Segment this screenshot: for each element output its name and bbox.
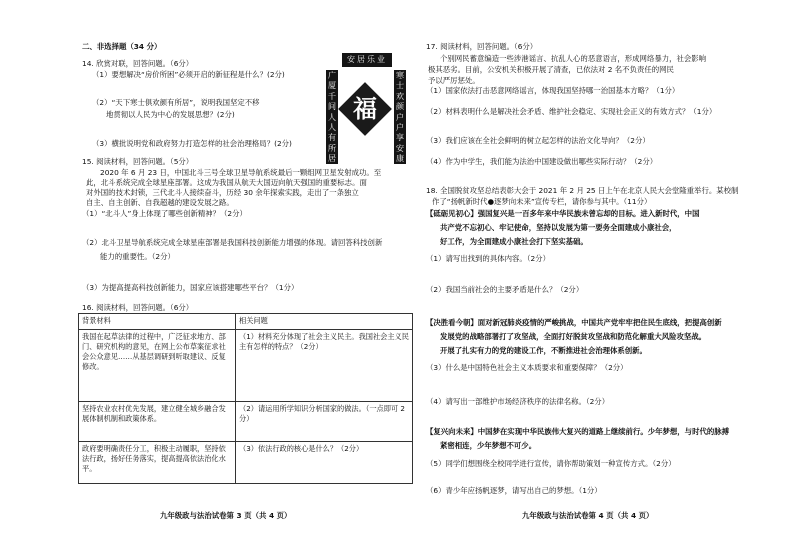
- q17-para-1: 个别网民蓄意编造一些涉港谣言、抗乱人心的恶意语言，形成网络暴力，社会影响: [440, 54, 707, 63]
- q17-sub3: （3）我们应该在全社会鲜明的树立起怎样的法治文化导向？（2分）: [426, 136, 650, 145]
- q16-row2-material: 坚持农业农村优先发展，建立健全城乡融合发展体制机制和政策体系。: [79, 402, 236, 442]
- q18-block2-line3: 开展了扎实有力的党的建设工作，不断推进社会治理体系创新。: [440, 346, 647, 355]
- q16-row3-question: （3）依法行政的核心是什么？（2分）: [236, 442, 413, 484]
- q16-row2-question: （2）请运用所学知识分析国家的做法。（一点即可 2 分）: [236, 402, 413, 442]
- q15-heading: 15. 阅读材料，回答问题。（5分）: [82, 157, 194, 166]
- q15-sub1: （1）“北斗人”身上体现了哪些创新精神？（2分）: [82, 209, 247, 218]
- q15-para-4: 自主、自主创新、自我超越的建设发展之路。: [86, 198, 234, 207]
- q15-para-2: 此，北斗系统完成全球星座部署。这成为我国从航天大国迈向航天强国的重要标志。面: [86, 178, 367, 187]
- q18-sub4: （4）请写出一部维护市场经济秩序的法律名称。（2分）: [426, 397, 610, 406]
- q15-sub2-line2: 能力的重要性。（2分）: [100, 252, 175, 261]
- q18-sub3: （3）什么是中国特色社会主义本质要求和重要保障？（2分）: [426, 363, 628, 372]
- q17-para-3: 予以严厉惩处。: [428, 76, 480, 85]
- q18-block3-line1: 【复兴向未来】中国梦在实现中华民族伟大复兴的道路上继续前行。少年梦想，与时代的脉搏: [426, 427, 730, 436]
- q16-table: [78, 313, 413, 484]
- q14-sub3: （3）横批说明党和政府努力打造怎样的社会治理格局？(2分): [92, 139, 292, 148]
- q17-sub4: （4）作为中学生，我们能为法治中国建设做出哪些实际行动？（2分）: [426, 157, 658, 166]
- couplet-left-scroll: 广厦千间人人有所居: [327, 70, 337, 164]
- q16-col-header-material: 背景材料: [79, 314, 236, 330]
- fu-character: 福: [353, 94, 377, 123]
- q16-row3-material: 政府要明确责任分工，积极主动履职，坚持依法行政，扬好任务落实，提高提高依法治化水平。: [79, 442, 236, 484]
- q18-sub6: （6）青少年应扬帆逐梦，请写出自己的梦想。（1分）: [426, 486, 602, 495]
- q18-heading-line2: 作了“扬帆新时代●逐梦向未来”宣传专栏，请你参与其中。（11分）: [432, 197, 652, 206]
- q17-sub1: （1）国家依法打击恶意网络谣言，体现我国坚持哪一治国基本方略？（1分）: [426, 86, 680, 95]
- q18-heading-line1: 18. 全国脱贫攻坚总结表彰大会于 2021 年 2 月 25 日上午在北京人民大会堂隆重举行。某校制: [426, 186, 739, 195]
- q17-para-2: 极其恶劣。目前，公安机关积极开展了清查，已依法对 2 名不负责任的网民: [428, 65, 674, 74]
- q18-block2-line2: 发展党的战略部署打了攻坚战，全面打好脱贫攻坚战和防范化解重大风险攻坚战。: [440, 332, 707, 341]
- q16-col-header-question: 相关问题: [236, 314, 413, 330]
- q16-row1-question: （1）材料充分体现了社会主义民主。我国社会主义民主有怎样的特点？（2分）: [236, 330, 413, 402]
- q18-block1-line3: 好工作，为全面建成小康社会打下坚实基础。: [440, 237, 588, 246]
- q15-sub3: （3）为提高提高科技创新能力，国家应该搭建哪些平台？（1分）: [82, 283, 299, 292]
- q18-block2-line1: 【决胜看今朝】面对新冠肺炎疫情的严峻挑战，中国共产党牢牢把住民生底线，把提高创新: [426, 318, 722, 327]
- q16-row1-material: 我国在起草法律的过程中，广泛征求地方、部门、研究机构的意见，在网上公布草案征求社会公众意见……从基层调研到听取建议、反复修改。: [79, 330, 236, 402]
- q14-heading: 14. 欣赏对联，回答问题。（6分）: [82, 59, 194, 68]
- q17-heading: 17. 阅读材料，回答问题。（6分）: [426, 42, 538, 51]
- couplet-right-scroll: 寒士欢颜户户享安康: [395, 70, 405, 164]
- couplet-image: [322, 50, 410, 166]
- q18-block1-line1: 【砥砺见初心】强国复兴是一百多年来中华民族未曾忘却的目标。进入新时代，中国: [426, 209, 700, 218]
- left-page-footer: 九年级政与法治试卷第 3 页（共 4 页）: [160, 511, 292, 520]
- q18-block1-line2: 共产党不忘初心、牢记使命，坚持以发展为第一要务全面建成小康社会，: [440, 223, 677, 232]
- q18-sub1: （1）请写出找到的具体内容。（2分）: [426, 254, 550, 263]
- q18-sub2: （2）我国当前社会的主要矛盾是什么？（2分）: [426, 285, 584, 294]
- q17-sub2: （2）材料表明什么是解决社会矛盾、维护社会稳定、实现社会正义的有效方式？（1分）: [426, 107, 717, 116]
- q15-para-1: 2020 年 6 月 23 日，中国北斗三号全球卫星导航系统最后一颗组网卫星发射成功。至: [100, 168, 382, 177]
- q14-sub2-line1: （2）“天下寒士俱欢颜有所居”，说明我国坚定不移: [92, 98, 260, 107]
- q18-block3-line2: 紧密相连，少年梦想不可少。: [440, 441, 537, 450]
- section-heading: 二、非选择题（34 分）: [82, 42, 162, 51]
- right-page-footer: 九年级政与法治试卷第 4 页（共 4 页）: [522, 511, 654, 520]
- q15-para-3: 对外国的技术封锁，三代北斗人接续奋斗，历经 30 余年探索实践，走出了一条独立: [86, 188, 359, 197]
- q18-sub5: （5）同学们想围绕全校同学进行宣传，请你帮助策划一种宣传方式。（2分）: [426, 459, 676, 468]
- q16-heading: 16. 阅读材料，回答问题。（6分）: [82, 303, 194, 312]
- couplet-top-banner: 安居乐业: [342, 53, 392, 67]
- q15-sub2-line1: （2）北斗卫星导航系统完成全球星座部署是我国科技创新能力增强的体现。请回答科技创新: [82, 238, 383, 247]
- q14-sub1: （1）要想解决“房价所困”必须开启的新征程是什么？(2分): [92, 70, 285, 79]
- q14-sub2-line2: 地贯彻以人民为中心的发展思想？(2分): [106, 110, 235, 119]
